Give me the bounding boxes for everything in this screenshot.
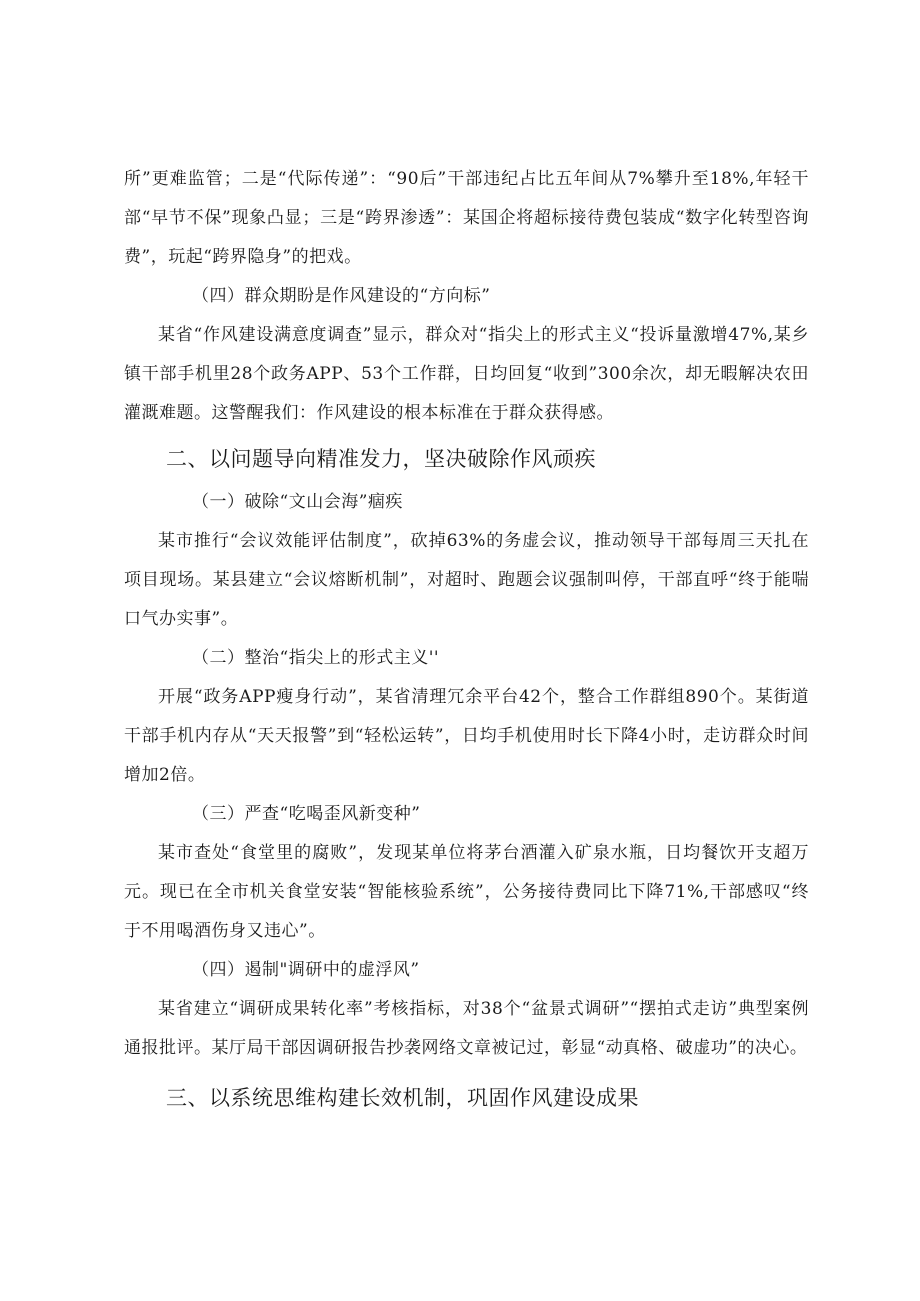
- paragraph-section2-2: 开展“政务APP瘦身行动”，某省清理冗余平台42个，整合工作群组890个。某街道干部手机内存从“天天报警”到“轻松运转”，日均手机使用时长下降4小时，走访群众时间增加2倍。: [124, 687, 809, 785]
- paragraph-section2-4: 某省建立“调研成果转化率”考核指标，对38个“盆景式调研”“摆拍式走访”典型案例通报批评。某厅局干部因调研报告抄袭网络文章被记过，彰显“动真格、破虚功”的决心。: [124, 999, 809, 1058]
- intro-paragraph: 所”更难监管；二是“代际传递”：“90后”干部违纪占比五年间从7%攀升至18%,年轻干部“早节不保”现象凸显；三是“跨界渗透”：某国企将超标接待费包装成“数字化转型咨询费”，玩起“跨界隐身”的把戏。: [124, 169, 809, 267]
- paragraph-section2-3: 某市查处“食堂里的腐败”，发现某单位将茅台酒灌入矿泉水瓶，日均餐饮开支超万元。现已在全市机关食堂安装“智能核验系统”，公务接待费同比下降71%,干部感叹“终于不用喝酒伤身又违心”。: [124, 843, 809, 941]
- paragraph-section1-4: 某省“作风建设满意度调查”显示，群众对“指尖上的形式主义“投诉量激增47%,某乡镇干部手机里28个政务APP、53个工作群，日均回复“收到”300余次，却无暇解决农田灌溉难题。这警醒我们：作风建设的根本标准在于群众获得感。: [124, 325, 809, 423]
- subheading-section2-4: （四）遏制"调研中的虚浮风”: [192, 960, 420, 980]
- subheading-section2-3: （三）严查“吃喝歪风新变种”: [192, 804, 421, 824]
- subheading-section2-1: （一）破除“文山会海”痼疾: [192, 492, 403, 512]
- section-heading-3: 三、以系统思维构建长效机制，巩固作风建设成果: [166, 1086, 639, 1110]
- paragraph-section2-1: 某市推行“会议效能评估制度”，砍掉63%的务虚会议，推动领导干部每周三天扎在项目现场。某县建立“会议熔断机制”，对超时、跑题会议强制叫停，干部直呼“终于能喘口气办实事”。: [124, 531, 809, 629]
- subheading-section1-4: （四）群众期盼是作风建设的“方向标”: [192, 286, 491, 306]
- subheading-section2-2: （二）整治“指尖上的形式主义'': [192, 648, 440, 668]
- document-page: [124, 160, 809, 1122]
- section-heading-2: 二、以问题导向精准发力，坚决破除作风顽疾: [166, 447, 596, 471]
